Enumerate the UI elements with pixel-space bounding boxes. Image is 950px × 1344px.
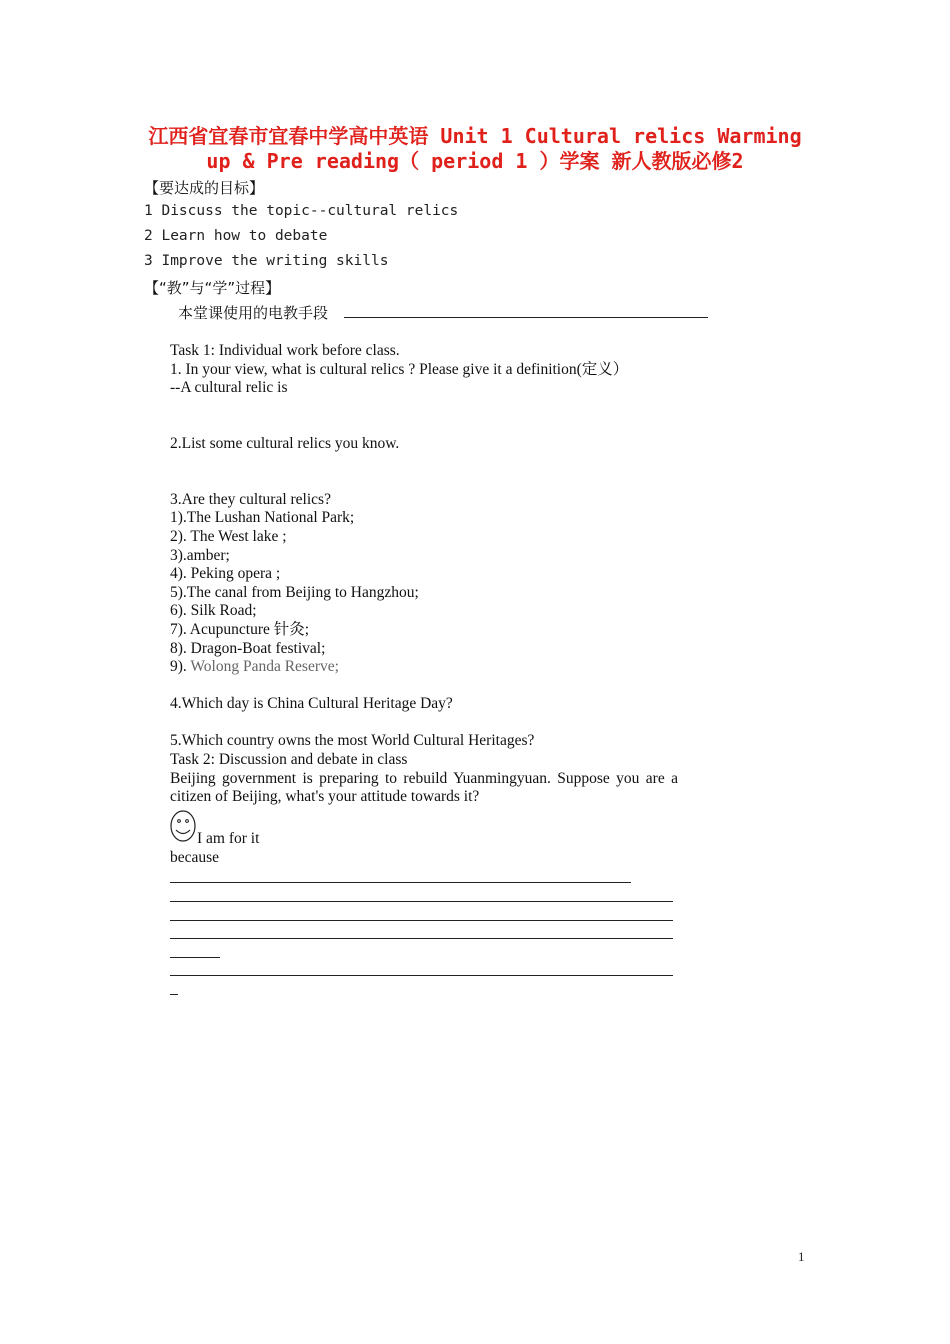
- q3-item-5: 5).The canal from Beijing to Hangzhou;: [170, 583, 419, 601]
- goal-item-3: 3 Improve the writing skills: [144, 253, 389, 269]
- goal-item-2: 2 Learn how to debate: [144, 228, 328, 244]
- answer-line-6: [170, 975, 673, 976]
- answer-line-2: [170, 901, 673, 902]
- goals-heading: 【要达成的目标】: [144, 179, 265, 197]
- question-1-answer-prompt: --A cultural relic is: [170, 379, 288, 397]
- stance-text: [197, 830, 397, 849]
- stance-label: I am for it: [197, 830, 260, 847]
- task2-prompt: Beijing government is preparing to rebuild Yuanmingyuan. Suppose you are a citizen of Beijing, what's your attitude towards it?: [170, 769, 678, 806]
- because-text: [170, 849, 678, 868]
- q3-item-9: [170, 658, 678, 677]
- goal-item-1: 1 Discuss the topic--cultural relics: [144, 203, 459, 219]
- smiley-face-icon: [170, 810, 196, 842]
- title-line-1: 江西省宜春市宜春中学高中英语 Unit 1 Cultural relics Warming: [148, 124, 802, 148]
- question-3: 3.Are they cultural relics?: [170, 490, 331, 508]
- task2-heading: Task 2: Discussion and debate in class: [170, 751, 408, 769]
- q3-item-4: 4). Peking opera ;: [170, 565, 281, 583]
- question-2: 2.List some cultural relics you know.: [170, 434, 400, 452]
- question-5: 5.Which country owns the most World Cultural Heritages?: [170, 732, 535, 750]
- because-label: because: [170, 849, 220, 866]
- answer-line-3: [170, 920, 673, 921]
- process-heading: 【“教”与“学”过程】: [144, 279, 281, 297]
- task1-heading: Task 1: Individual work before class.: [170, 342, 400, 359]
- answer-line-1: [170, 882, 631, 883]
- page-number: 1: [798, 1249, 805, 1264]
- answer-line-5: [170, 957, 220, 958]
- q3-item-8: 8). Dragon-Boat festival;: [170, 639, 326, 657]
- question-4: 4.Which day is China Cultural Heritage Day?: [170, 695, 453, 713]
- document-title: [130, 124, 820, 174]
- q3-item-3: 3).amber;: [170, 546, 230, 564]
- task1-section: [170, 342, 678, 807]
- q3-item-9-text: Wolong Panda Reserve;: [190, 658, 339, 676]
- q3-item-9-number: 9).: [170, 658, 191, 676]
- title-line-2: up & Pre reading（ period 1 ）学案 新人教版必修2: [206, 149, 744, 173]
- answer-line-4: [170, 938, 673, 939]
- q3-item-7: 7). Acupuncture 针灸;: [170, 620, 310, 638]
- q3-item-6: 6). Silk Road;: [170, 602, 257, 620]
- answer-line-7: [170, 994, 178, 995]
- media-label: 本堂课使用的电教手段: [178, 304, 329, 322]
- media-answer-line: [344, 317, 708, 318]
- q3-item-1: 1).The Lushan National Park;: [170, 509, 355, 527]
- question-1: 1. In your view, what is cultural relics ? Please give it a definition(定义）: [170, 360, 629, 378]
- q3-item-2: 2). The West lake ;: [170, 527, 287, 545]
